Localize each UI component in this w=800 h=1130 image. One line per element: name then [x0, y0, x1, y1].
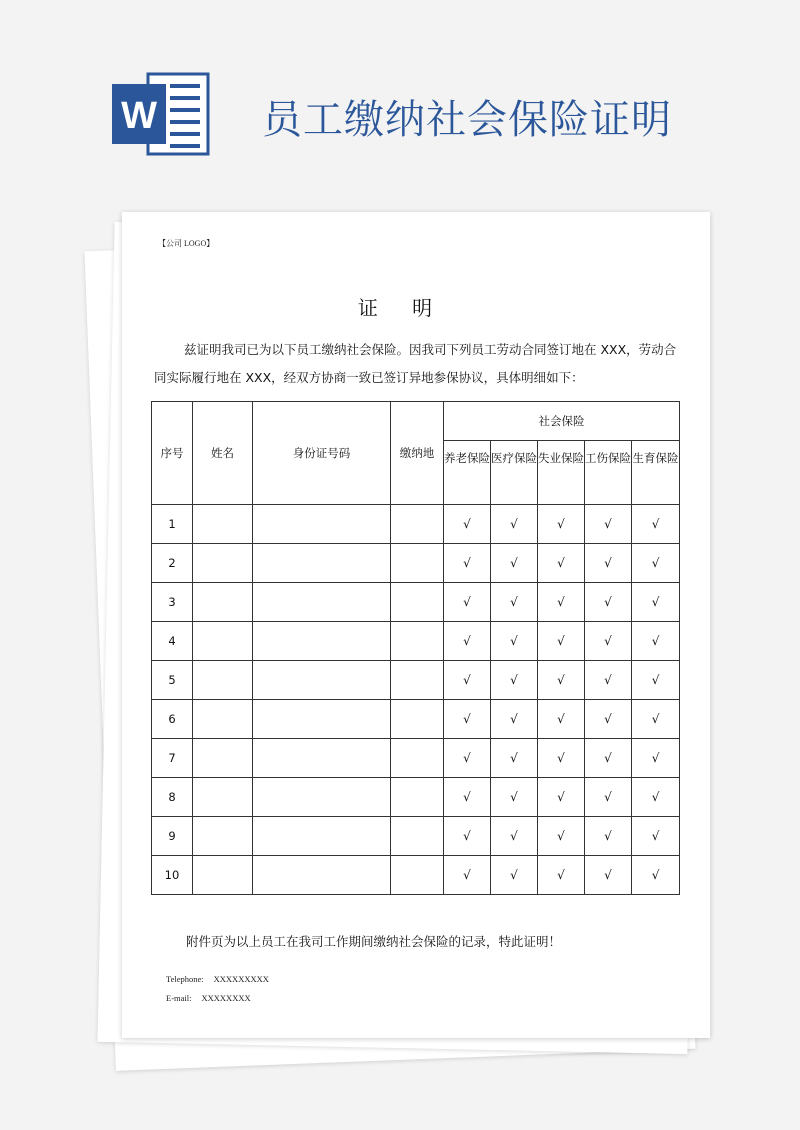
row-check-mark: √ — [538, 544, 585, 583]
header-id-number: 身份证号码 — [253, 402, 391, 505]
word-icon-letter: W — [121, 95, 157, 137]
row-location-cell — [391, 817, 444, 856]
row-name-cell — [193, 544, 253, 583]
row-check-mark: √ — [585, 622, 632, 661]
telephone-line — [166, 974, 269, 984]
row-seq: 10 — [152, 856, 193, 895]
table-row — [152, 583, 680, 622]
row-check-mark: √ — [444, 817, 491, 856]
row-check-mark: √ — [538, 583, 585, 622]
email-label: E-mail: — [166, 993, 192, 1003]
row-name-cell — [193, 817, 253, 856]
row-check-mark: √ — [585, 778, 632, 817]
row-check-mark: √ — [538, 505, 585, 544]
telephone-value: XXXXXXXXX — [213, 974, 269, 984]
row-id-cell — [253, 700, 391, 739]
insurance-table — [151, 401, 680, 895]
closing-statement: 附件页为以上员工在我司工作期间缴纳社会保险的记录，特此证明！ — [186, 934, 562, 949]
row-check-mark: √ — [632, 661, 680, 700]
row-check-mark: √ — [585, 505, 632, 544]
row-check-mark: √ — [632, 778, 680, 817]
row-location-cell — [391, 700, 444, 739]
word-document-icon — [112, 70, 212, 158]
row-id-cell — [253, 856, 391, 895]
header-location: 缴纳地 — [391, 402, 444, 505]
document-page — [122, 212, 710, 1038]
row-seq: 5 — [152, 661, 193, 700]
email-value: XXXXXXXX — [201, 993, 251, 1003]
row-check-mark: √ — [632, 739, 680, 778]
row-check-mark: √ — [632, 817, 680, 856]
row-check-mark: √ — [538, 700, 585, 739]
row-seq: 1 — [152, 505, 193, 544]
row-check-mark: √ — [538, 778, 585, 817]
header-pension-insurance: 养老保险 — [444, 441, 491, 505]
header-social-insurance: 社会保险 — [444, 402, 680, 441]
row-check-mark: √ — [632, 622, 680, 661]
document-title: 证 明 — [357, 296, 447, 320]
banner-title: 员工缴纳社会保险证明 — [262, 97, 672, 143]
row-check-mark: √ — [491, 739, 538, 778]
row-name-cell — [193, 622, 253, 661]
row-check-mark: √ — [491, 856, 538, 895]
row-seq: 6 — [152, 700, 193, 739]
row-seq: 8 — [152, 778, 193, 817]
company-logo-placeholder: 【公司 LOGO】 — [158, 239, 215, 248]
row-seq: 3 — [152, 583, 193, 622]
row-name-cell — [193, 700, 253, 739]
row-check-mark: √ — [632, 583, 680, 622]
row-check-mark: √ — [585, 817, 632, 856]
row-check-mark: √ — [491, 583, 538, 622]
row-location-cell — [391, 739, 444, 778]
row-name-cell — [193, 778, 253, 817]
row-check-mark: √ — [444, 583, 491, 622]
table-row — [152, 778, 680, 817]
row-id-cell — [253, 583, 391, 622]
header-medical-insurance: 医疗保险 — [491, 441, 538, 505]
row-check-mark: √ — [585, 856, 632, 895]
row-check-mark: √ — [491, 778, 538, 817]
header-seq: 序号 — [152, 402, 193, 505]
row-check-mark: √ — [444, 739, 491, 778]
table-row — [152, 817, 680, 856]
header-maternity-insurance: 生育保险 — [632, 441, 680, 505]
row-check-mark: √ — [491, 661, 538, 700]
row-seq: 2 — [152, 544, 193, 583]
row-check-mark: √ — [632, 856, 680, 895]
row-name-cell — [193, 505, 253, 544]
header-unemployment-insurance: 失业保险 — [538, 441, 585, 505]
row-seq: 7 — [152, 739, 193, 778]
row-check-mark: √ — [491, 544, 538, 583]
row-check-mark: √ — [538, 856, 585, 895]
row-name-cell — [193, 856, 253, 895]
row-check-mark: √ — [632, 700, 680, 739]
row-location-cell — [391, 544, 444, 583]
row-name-cell — [193, 583, 253, 622]
header-name: 姓名 — [193, 402, 253, 505]
row-id-cell — [253, 505, 391, 544]
row-location-cell — [391, 661, 444, 700]
row-check-mark: √ — [491, 622, 538, 661]
row-location-cell — [391, 505, 444, 544]
telephone-label: Telephone: — [166, 974, 204, 984]
email-line — [166, 993, 251, 1003]
row-check-mark: √ — [538, 661, 585, 700]
row-check-mark: √ — [491, 700, 538, 739]
row-check-mark: √ — [444, 505, 491, 544]
row-id-cell — [253, 778, 391, 817]
row-check-mark: √ — [538, 817, 585, 856]
row-check-mark: √ — [444, 661, 491, 700]
row-seq: 4 — [152, 622, 193, 661]
row-seq: 9 — [152, 817, 193, 856]
row-location-cell — [391, 856, 444, 895]
row-id-cell — [253, 661, 391, 700]
row-check-mark: √ — [538, 739, 585, 778]
table-row — [152, 544, 680, 583]
table-row — [152, 856, 680, 895]
row-check-mark: √ — [632, 544, 680, 583]
row-check-mark: √ — [585, 661, 632, 700]
row-check-mark: √ — [585, 544, 632, 583]
row-check-mark: √ — [491, 817, 538, 856]
row-location-cell — [391, 622, 444, 661]
table-row — [152, 700, 680, 739]
row-id-cell — [253, 622, 391, 661]
row-check-mark: √ — [444, 778, 491, 817]
table-row — [152, 661, 680, 700]
row-check-mark: √ — [444, 700, 491, 739]
header-injury-insurance: 工伤保险 — [585, 441, 632, 505]
row-check-mark: √ — [444, 544, 491, 583]
row-check-mark: √ — [632, 505, 680, 544]
table-row — [152, 505, 680, 544]
row-check-mark: √ — [585, 739, 632, 778]
row-location-cell — [391, 778, 444, 817]
table-row — [152, 739, 680, 778]
row-id-cell — [253, 739, 391, 778]
row-check-mark: √ — [491, 505, 538, 544]
row-name-cell — [193, 661, 253, 700]
row-id-cell — [253, 817, 391, 856]
intro-paragraph: 兹证明我司已为以下员工缴纳社会保险。因我司下列员工劳动合同签订地在 XXX，劳动合同实际履行地在 XXX，经双方协商一致已签订异地参保协议，具体明细如下： — [154, 342, 677, 385]
row-name-cell — [193, 739, 253, 778]
row-location-cell — [391, 583, 444, 622]
row-check-mark: √ — [538, 622, 585, 661]
row-check-mark: √ — [444, 622, 491, 661]
row-check-mark: √ — [444, 856, 491, 895]
row-id-cell — [253, 544, 391, 583]
table-row — [152, 622, 680, 661]
row-check-mark: √ — [585, 583, 632, 622]
row-check-mark: √ — [585, 700, 632, 739]
